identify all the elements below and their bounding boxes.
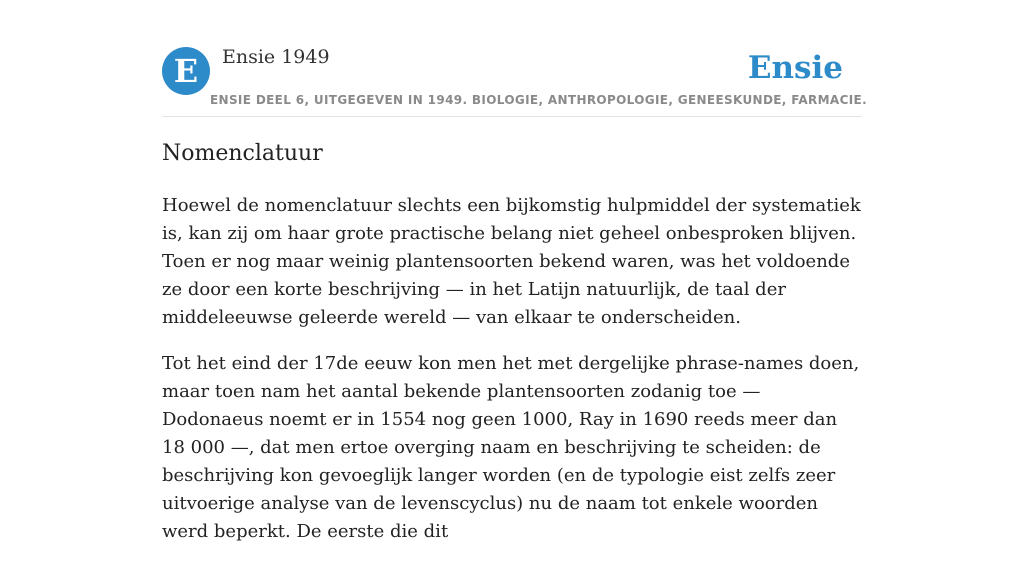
ensie-logo-icon[interactable]: E [162,47,210,95]
paragraph: Tot het eind der 17de eeuw kon men het met dergelijke phrase-names doen, maar toen nam het aantal bekende plantensoorten zodanig toe — Dodonaeus noemt er in 1554 nog geen 1000, Ray in 1690 reeds meer dan 18 000 —, dat men ertoe overging naam en beschrijving te scheiden: de beschrijving kon gevoeglijk langer worden (en de typologie eist zelfs zeer uitvoerige analyse van de levenscyclus) nu de naam tot enkele woorden werd beperkt. De eerste die dit [162,353,860,542]
article-body [162,192,862,564]
article-title: Nomenclatuur [162,141,323,166]
page [162,0,867,542]
brand-link[interactable]: Ensie [747,50,843,86]
site-header [162,0,867,117]
book-subtitle: ENSIE DEEL 6, UITGEGEVEN IN 1949. BIOLOGIE, ANTHROPOLOGIE, GENEESKUNDE, FARMACIE. [210,93,867,107]
paragraph: Hoewel de nomenclatuur slechts een bijkomstig hulpmiddel der systematiek is, kan zij om haar grote practische belang niet geheel onbesproken blijven. Toen er nog maar weinig plantensoorten bekend waren, was het voldoende ze door een korte beschrijving — in het Latijn natuurlijk, de taal der middeleeuwse geleerde wereld — van elkaar te onderscheiden. [162,195,861,328]
book-title-link[interactable]: Ensie 1949 [222,46,330,68]
